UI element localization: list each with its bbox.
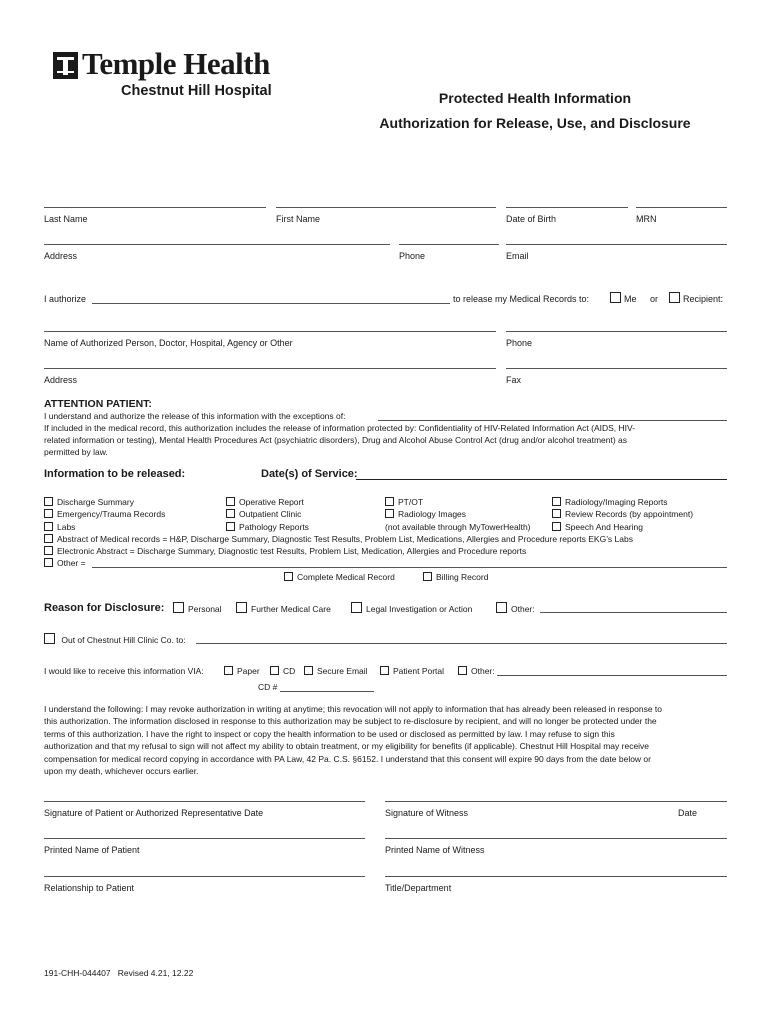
other-release-option[interactable]: Other = bbox=[44, 557, 86, 569]
temple-logo-icon bbox=[53, 52, 78, 79]
checkbox-icon bbox=[224, 666, 233, 675]
relationship-label: Relationship to Patient bbox=[44, 883, 135, 893]
release-item[interactable]: Emergency/Trauma Records bbox=[44, 508, 165, 520]
email-field[interactable] bbox=[506, 244, 727, 245]
via-other-field[interactable] bbox=[497, 675, 727, 676]
cd-number-label: CD # bbox=[258, 682, 278, 692]
recipient-fax-label: Fax bbox=[506, 375, 522, 385]
recipient-checkbox[interactable] bbox=[669, 292, 680, 303]
attention-line1: I understand and authorize the release of this information with the exceptions of: bbox=[44, 411, 346, 421]
address-label: Address bbox=[44, 251, 78, 261]
checkbox-icon bbox=[226, 497, 235, 506]
email-label: Email bbox=[506, 251, 529, 261]
billing-record-option[interactable]: Billing Record bbox=[423, 571, 488, 583]
recipient-address-label: Address bbox=[44, 375, 78, 385]
recipient-address-field[interactable] bbox=[44, 368, 496, 369]
complete-record-option[interactable]: Complete Medical Record bbox=[284, 571, 395, 583]
release-item[interactable]: Radiology Images bbox=[385, 508, 466, 520]
checkbox-icon bbox=[226, 522, 235, 531]
release-item[interactable]: Labs bbox=[44, 521, 75, 533]
understand-line: terms of this authorization. I have the right to inspect or copy the health information to be used or disclosed as permitted by law. I may refuse to sign this bbox=[44, 728, 615, 739]
understand-line: I understand the following: I may revoke authorization in writing at anytime; this revocation will not apply to information that has already been released in response to bbox=[44, 704, 663, 714]
attention-heading: ATTENTION PATIENT: bbox=[44, 398, 152, 410]
checkbox-icon bbox=[385, 509, 394, 518]
witness-signature-label: Signature of Witness bbox=[385, 808, 469, 818]
checkbox-icon bbox=[423, 572, 432, 581]
mrn-label: MRN bbox=[636, 214, 657, 224]
attention-line3: related information or testing), Mental Health Procedures Act (psychiatric disorders), Drug and Alcohol Abuse Control Act (drug and/or alcohol treatment) as bbox=[44, 435, 628, 445]
patient-signature-field[interactable] bbox=[44, 801, 365, 802]
witness-date-label: Date bbox=[678, 808, 698, 818]
checkbox-icon bbox=[44, 497, 53, 506]
checkbox-icon bbox=[458, 666, 467, 675]
out-of-clinic-option[interactable]: Out of Chestnut Hill Clinic Co. to: bbox=[44, 633, 186, 646]
me-label: Me bbox=[624, 294, 637, 304]
release-item[interactable]: Radiology/Imaging Reports bbox=[552, 496, 668, 508]
reason-other-field[interactable] bbox=[540, 612, 727, 613]
release-item[interactable]: Speech And Hearing bbox=[552, 521, 643, 533]
title-department-label: Title/Department bbox=[385, 883, 452, 893]
checkbox-icon bbox=[552, 497, 561, 506]
authorize-prefix: I authorize bbox=[44, 294, 87, 304]
checkbox-icon bbox=[226, 509, 235, 518]
release-note: (not available through MyTowerHealth) bbox=[385, 522, 531, 532]
printed-witness-label: Printed Name of Witness bbox=[385, 845, 485, 855]
reason-legal[interactable]: Legal Investigation or Action bbox=[351, 602, 472, 615]
electronic-abstract-option[interactable]: Electronic Abstract = Discharge Summary, Diagnostic test Results, Problem List, Medication, Allergies and Procedure reports bbox=[44, 545, 526, 557]
checkbox-icon bbox=[496, 602, 507, 613]
witness-signature-field[interactable] bbox=[385, 801, 727, 802]
reason-other[interactable]: Other: bbox=[496, 602, 535, 615]
release-item[interactable]: Review Records (by appointment) bbox=[552, 508, 693, 520]
release-item[interactable]: Pathology Reports bbox=[226, 521, 309, 533]
checkbox-icon bbox=[380, 666, 389, 675]
printed-patient-label: Printed Name of Patient bbox=[44, 845, 140, 855]
printed-patient-field[interactable] bbox=[44, 838, 365, 839]
abstract-option[interactable]: Abstract of Medical records = H&P, Discharge Summary, Diagnostic Test Results, Problem List, Medications, Allergies and Procedure reports EKG’s Labs bbox=[44, 533, 633, 545]
checkbox-icon bbox=[44, 558, 53, 567]
title-department-field[interactable] bbox=[385, 876, 727, 877]
address-field[interactable] bbox=[44, 244, 390, 245]
release-item[interactable]: PT/OT bbox=[385, 496, 423, 508]
checkbox-icon bbox=[552, 522, 561, 531]
attention-line2: If included in the medical record, this authorization includes the release of information protected by: Confidentiality of HIV-Related Information Act (AIDS, HIV- bbox=[44, 423, 636, 433]
checkbox-icon bbox=[351, 602, 362, 613]
me-checkbox[interactable] bbox=[610, 292, 621, 303]
patient-signature-label: Signature of Patient or Authorized Representative Date bbox=[44, 808, 264, 818]
checkbox-icon bbox=[173, 602, 184, 613]
authorize-suffix: to release my Medical Records to: bbox=[453, 294, 590, 304]
reason-further-care[interactable]: Further Medical Care bbox=[236, 602, 331, 615]
cd-number-field[interactable] bbox=[280, 691, 374, 692]
attention-line4: permitted by law. bbox=[44, 447, 108, 457]
phone-label: Phone bbox=[399, 251, 426, 261]
brand-name: Temple Health bbox=[82, 46, 270, 81]
recipient-fax-field[interactable] bbox=[506, 368, 727, 369]
authorized-person-label: Name of Authorized Person, Doctor, Hospital, Agency or Other bbox=[44, 338, 293, 348]
checkbox-icon bbox=[44, 509, 53, 518]
checkbox-icon bbox=[304, 666, 313, 675]
last-name-label: Last Name bbox=[44, 214, 88, 224]
first-name-label: First Name bbox=[276, 214, 321, 224]
dob-field[interactable] bbox=[506, 207, 628, 208]
form-number-footer: 191-CHH-044407 Revised 4.21, 12.22 bbox=[44, 968, 194, 978]
other-release-field[interactable] bbox=[92, 567, 727, 568]
sub-brand: Chestnut Hill Hospital bbox=[121, 83, 272, 99]
release-heading: Information to be released: bbox=[44, 468, 186, 480]
understand-line: this authorization. The information disclosed in response to this authorization may be subject to re-disclosure by recipient, and will no longer be protected under the bbox=[44, 716, 657, 727]
first-name-field[interactable] bbox=[276, 207, 496, 208]
relationship-field[interactable] bbox=[44, 876, 365, 877]
release-item[interactable]: Operative Report bbox=[226, 496, 304, 508]
understand-paragraph bbox=[44, 703, 734, 777]
phone-field[interactable] bbox=[399, 244, 499, 245]
release-item[interactable]: Outpatient Clinic bbox=[226, 508, 301, 520]
authorized-person-field[interactable] bbox=[44, 331, 496, 332]
via-secure-email[interactable]: Secure Email bbox=[304, 665, 368, 677]
checkbox-icon bbox=[385, 497, 394, 506]
last-name-field[interactable] bbox=[44, 207, 266, 208]
recipient-phone-label: Phone bbox=[506, 338, 533, 348]
understand-line: compensation for medical record copying in accordance with PA Law, 42 Pa. C.S. §6152. I understand that this consent will expire 90 days from the date below or bbox=[44, 753, 651, 764]
mrn-field[interactable] bbox=[636, 207, 727, 208]
authorize-field[interactable] bbox=[92, 303, 450, 304]
checkbox-icon bbox=[44, 546, 53, 555]
checkbox-icon bbox=[236, 602, 247, 613]
understand-line: upon my death, whichever occurs earlier. bbox=[44, 766, 199, 777]
release-item[interactable]: Discharge Summary bbox=[44, 496, 134, 508]
checkbox-icon bbox=[44, 633, 55, 644]
checkbox-icon bbox=[44, 522, 53, 531]
checkbox-icon bbox=[552, 509, 561, 518]
via-other[interactable]: Other: bbox=[458, 665, 495, 677]
understand-line: authorization and that my refusal to sign will not affect my ability to obtain treatment, or my eligibility for benefits (if applicable). Chestnut Hill Hospital may receive bbox=[44, 741, 650, 752]
form-title-line2: Authorization for Release, Use, and Disclosure bbox=[379, 115, 691, 131]
dates-of-service-label: Date(s) of Service: bbox=[261, 468, 358, 480]
via-label: I would like to receive this information VIA: bbox=[44, 666, 204, 676]
via-cd[interactable]: CD bbox=[270, 665, 295, 677]
checkbox-icon bbox=[270, 666, 279, 675]
checkbox-icon bbox=[44, 534, 53, 543]
recipient-phone-field[interactable] bbox=[506, 331, 727, 332]
exceptions-field[interactable] bbox=[378, 420, 727, 421]
reason-heading: Reason for Disclosure: bbox=[44, 602, 165, 614]
recipient-label: Recipient: bbox=[683, 294, 724, 304]
checkbox-icon bbox=[284, 572, 293, 581]
dates-of-service-field[interactable] bbox=[356, 479, 727, 480]
out-of-clinic-field[interactable] bbox=[196, 643, 727, 644]
via-patient-portal[interactable]: Patient Portal bbox=[380, 665, 444, 677]
or-label: or bbox=[650, 294, 659, 304]
printed-witness-field[interactable] bbox=[385, 838, 727, 839]
form-title-line1: Protected Health Information bbox=[438, 90, 632, 106]
reason-personal[interactable]: Personal bbox=[173, 602, 222, 615]
via-paper[interactable]: Paper bbox=[224, 665, 260, 677]
dob-label: Date of Birth bbox=[506, 214, 557, 224]
